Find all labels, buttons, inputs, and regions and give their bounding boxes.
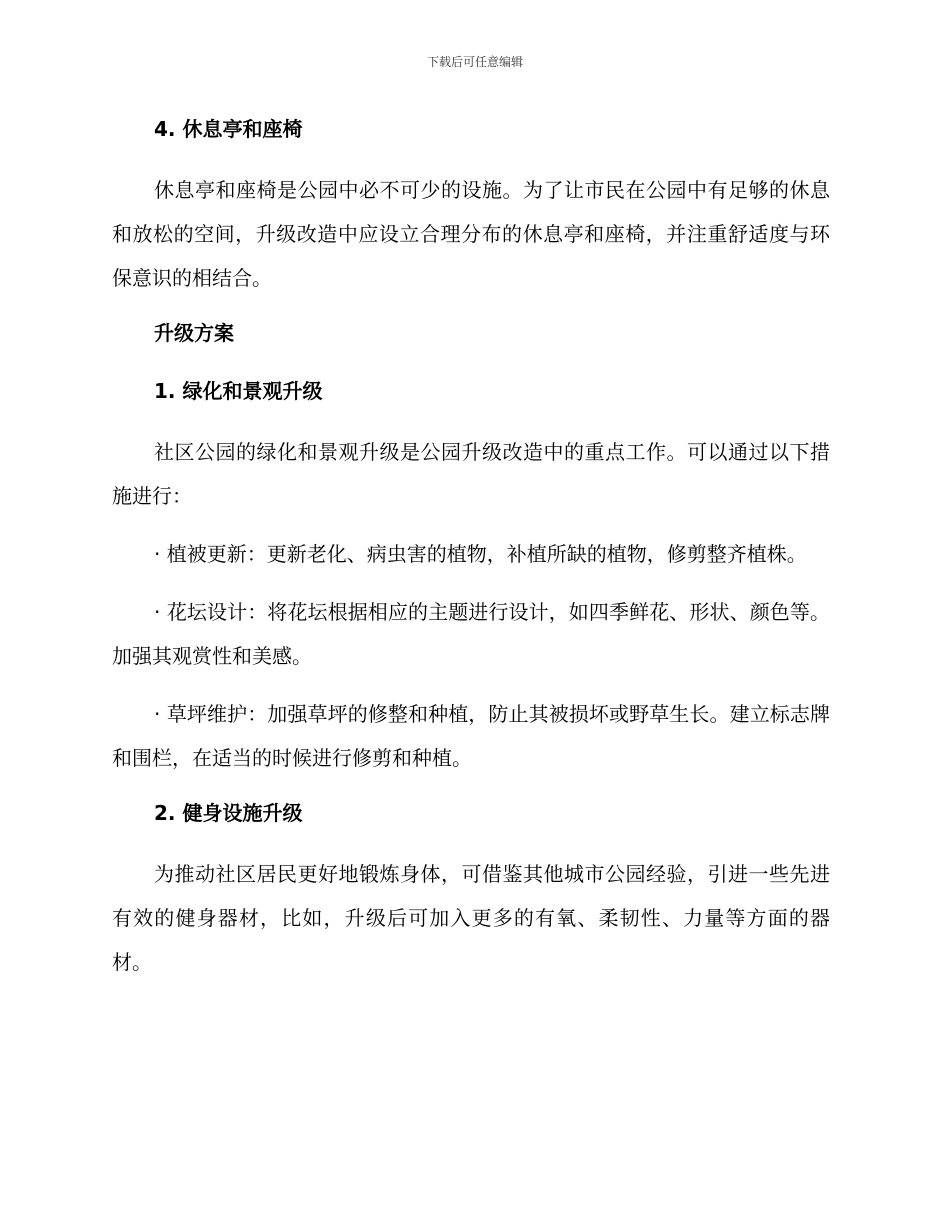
page-header: 下载后可任意编辑 (426, 55, 523, 69)
section-heading-rest-pavilion: 4. 休息亭和座椅 (154, 117, 303, 141)
section-heading-fitness: 2. 健身设施升级 (154, 801, 303, 825)
paragraph-fitness: 为推动社区居民更好地锻炼身体，可借鉴其他城市公园经验，引进一些先进有效的健身器材，比如，升级后可加入更多的有氧、柔韧性、力量等方面的器材。 (112, 862, 830, 974)
paragraph-rest-pavilion: 休息亭和座椅是公园中必不可少的设施。为了让市民在公园中有足够的休息和放松的空间，升级改造中应设立合理分布的休息亭和座椅，并注重舒适度与环保意识的相结合。 (112, 178, 830, 290)
bullet-vegetation-update: · 植被更新：更新老化、病虫害的植物，补植所缺的植物，修剪整齐植株。 (154, 542, 807, 566)
section-heading-greening: 1. 绿化和景观升级 (154, 379, 323, 403)
section-heading-upgrade-plan: 升级方案 (154, 321, 234, 345)
paragraph-greening-intro: 社区公园的绿化和景观升级是公园升级改造中的重点工作。可以通过以下措施进行： (112, 440, 830, 508)
document-body (112, 110, 830, 998)
bullet-flowerbed-design: · 花坛设计：将花坛根据相应的主题进行设计，如四季鲜花、形状、颜色等。加强其观赏性和美感。 (112, 600, 830, 668)
bullet-lawn-maintenance: · 草坪维护：加强草坪的修整和种植，防止其被损坏或野草生长。建立标志牌和围栏，在适当的时候进行修剪和种植。 (112, 702, 830, 770)
